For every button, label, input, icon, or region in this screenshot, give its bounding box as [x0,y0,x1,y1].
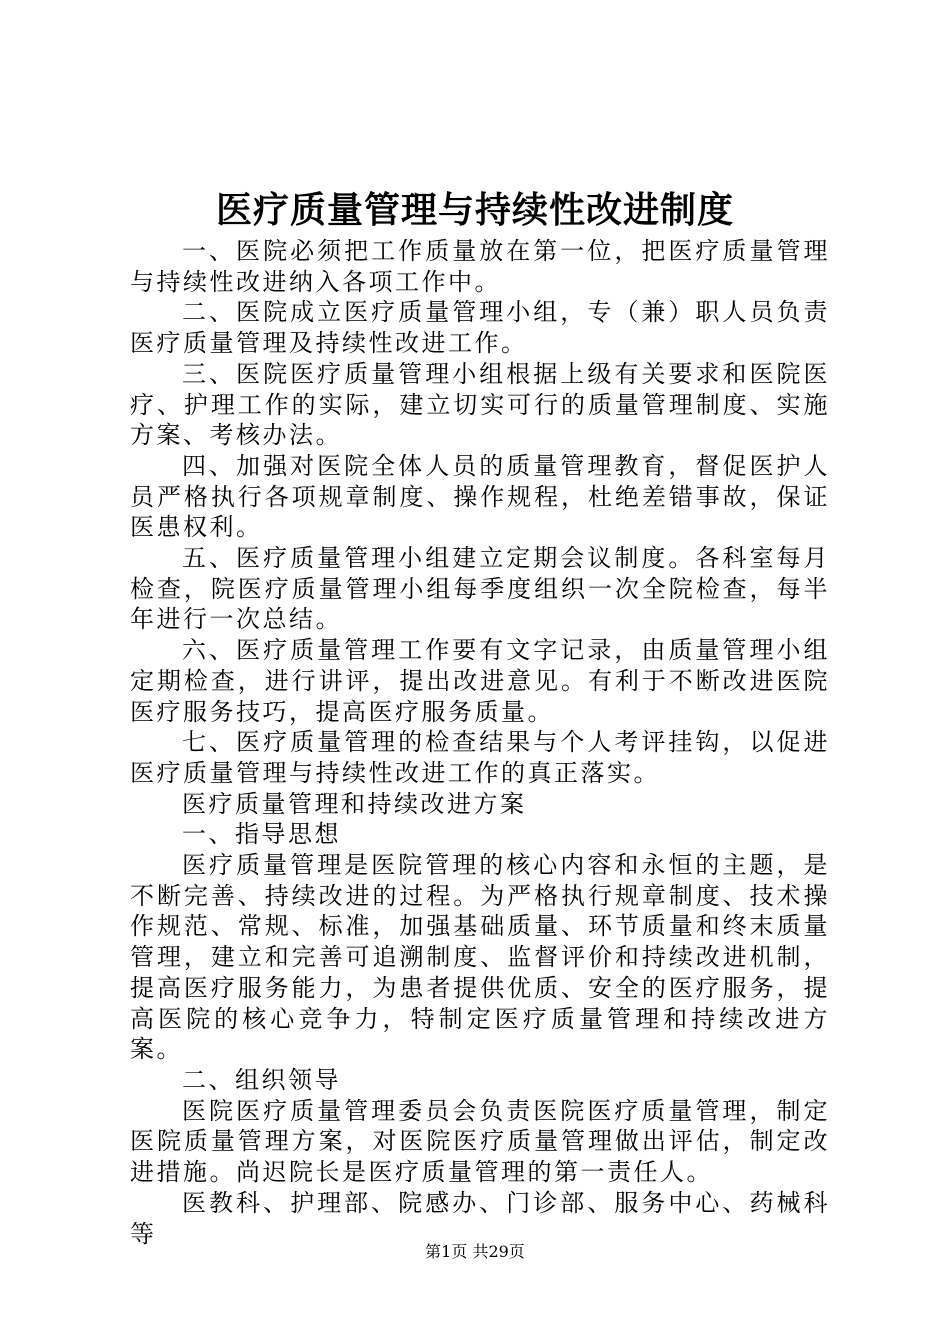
section-heading: 医疗质量管理和持续改进方案 [182,789,527,818]
section-heading: 二、组织领导 [182,1065,341,1094]
paragraph: 医教科、护理部、院感办、门诊部、服务中心、药械科等 [130,1188,830,1248]
document-title: 医疗质量管理与持续性改进制度 [215,189,734,231]
paragraph: 四、加强对医院全体人员的质量管理教育，督促医护人员严格执行各项规章制度、操作规程，杜绝差错事故，保证医患权利。 [130,451,830,542]
paragraph: 医疗质量管理是医院管理的核心内容和永恒的主题，是不断完善、持续改进的过程。为严格执行规章制度、技术操作规范、常规、标准，加强基础质量、环节质量和终末质量管理，建立和完善可追溯制度、监督评价和持续改进机制，提高医疗服务能力，为患者提供优质、安全的医疗服务，提高医院的核心竞争力，特制定医疗质量管理和持续改进方案。 [130,851,830,1064]
section-heading: 一、指导思想 [182,820,341,849]
paragraph: 医院医疗质量管理委员会负责医院医疗质量管理，制定医院质量管理方案，对医院医疗质量管理做出评估，制定改进措施。尚迟院长是医疗质量管理的第一责任人。 [130,1096,830,1187]
paragraph: 六、医疗质量管理工作要有文字记录，由质量管理小组定期检查，进行讲评，提出改进意见。有利于不断改进医院医疗服务技巧，提高医疗服务质量。 [130,636,830,726]
paragraph: 七、医疗质量管理的检查结果与个人考评挂钩，以促进医疗质量管理与持续性改进工作的真正落实。 [130,728,830,787]
paragraph: 三、医院医疗质量管理小组根据上级有关要求和医院医疗、护理工作的实际，建立切实可行的质量管理制度、实施方案、考核办法。 [130,359,830,450]
paragraph: 一、医院必须把工作质量放在第一位，把医疗质量管理与持续性改进纳入各项工作中。 [130,237,830,296]
paragraph: 二、医院成立医疗质量管理小组，专（兼）职人员负责医疗质量管理及持续性改进工作。 [130,298,830,358]
page-number-footer: 第1页 共29页 [425,1242,525,1261]
document-body [130,236,830,1249]
paragraph: 五、医疗质量管理小组建立定期会议制度。各科室每月检查，院医疗质量管理小组每季度组织一次全院检查，每半年进行一次总结。 [130,544,830,634]
